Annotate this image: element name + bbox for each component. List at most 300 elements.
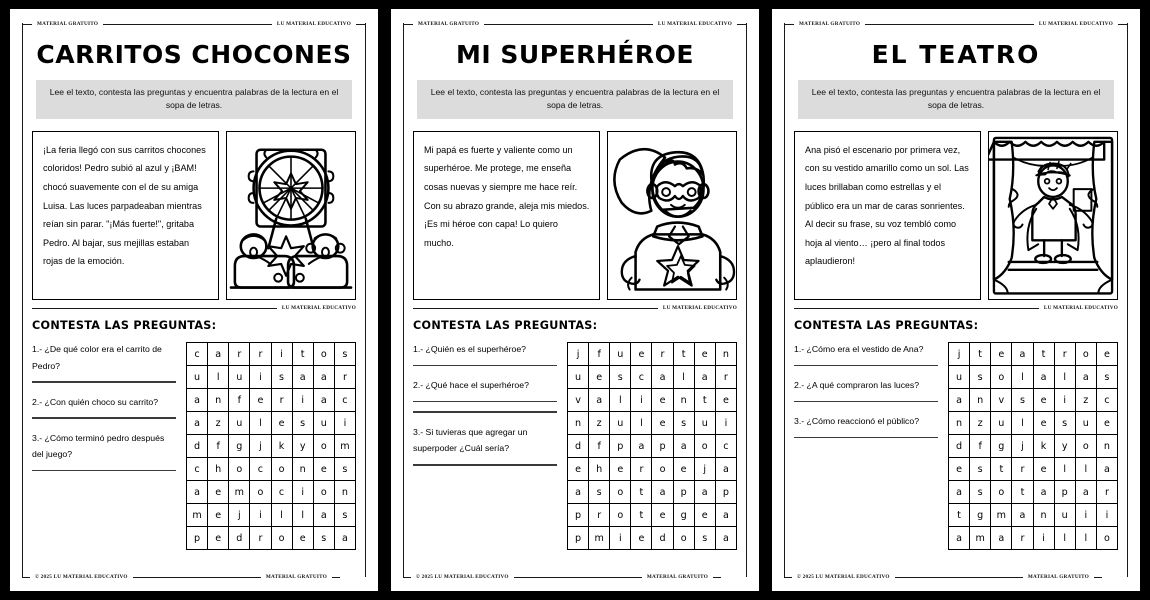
wordsearch-cell[interactable]: o — [250, 481, 271, 504]
wordsearch-cell[interactable]: t — [949, 504, 970, 527]
wordsearch-cell[interactable]: g — [991, 435, 1012, 458]
wordsearch-cell[interactable]: s — [313, 527, 334, 550]
wordsearch-row — [187, 458, 356, 481]
wordsearch-row — [568, 366, 737, 389]
wordsearch-cell[interactable]: k — [1033, 435, 1054, 458]
wordsearch-wrapper — [948, 341, 1118, 567]
header-caption-right: LU MATERIAL EDUCATIVO — [657, 21, 732, 27]
wordsearch-cell[interactable]: a — [715, 504, 736, 527]
wordsearch-cell[interactable]: v — [568, 389, 589, 412]
wordsearch-cell[interactable]: s — [694, 527, 715, 550]
wordsearch-cell[interactable]: e — [1033, 389, 1054, 412]
wordsearch-cell[interactable]: t — [1012, 481, 1033, 504]
wordsearch-cell[interactable]: u — [229, 366, 250, 389]
decorative-rule — [22, 19, 366, 29]
wordsearch-cell[interactable]: g — [970, 504, 991, 527]
wordsearch-cell[interactable]: a — [313, 504, 334, 527]
wordsearch-cell[interactable]: p — [568, 504, 589, 527]
wordsearch-cell[interactable]: s — [334, 343, 355, 366]
wordsearch-cell[interactable]: e — [991, 343, 1012, 366]
questions-list — [32, 341, 178, 567]
wordsearch-cell[interactable]: e — [1033, 412, 1054, 435]
question-text: 2.- ¿A qué compraron las luces? — [794, 380, 920, 391]
wordsearch-row — [568, 389, 737, 412]
wordsearch-cell[interactable]: r — [589, 504, 610, 527]
wordsearch-cell[interactable]: o — [313, 435, 334, 458]
wordsearch-row — [187, 435, 356, 458]
wordsearch-cell[interactable]: s — [673, 412, 694, 435]
wordsearch-cell[interactable]: u — [187, 366, 208, 389]
answer-line[interactable] — [32, 417, 176, 419]
wordsearch-cell[interactable]: c — [187, 458, 208, 481]
wordsearch-cell[interactable]: i — [1033, 527, 1054, 550]
wordsearch-cell[interactable]: a — [187, 389, 208, 412]
questions-list — [794, 341, 940, 567]
wordsearch-cell[interactable]: s — [589, 481, 610, 504]
answer-line[interactable] — [413, 464, 557, 466]
wordsearch-cell[interactable]: t — [991, 458, 1012, 481]
wordsearch-cell[interactable]: i — [1054, 389, 1075, 412]
story-row — [794, 131, 1118, 300]
wordsearch-cell[interactable]: j — [1012, 435, 1033, 458]
wordsearch-cell[interactable]: z — [208, 412, 229, 435]
wordsearch-cell[interactable]: a — [1033, 366, 1054, 389]
wordsearch-cell[interactable]: s — [271, 366, 292, 389]
wordsearch-cell[interactable]: o — [673, 527, 694, 550]
answer-line[interactable] — [413, 411, 557, 413]
wordsearch-cell[interactable]: o — [1075, 435, 1096, 458]
wordsearch-cell[interactable]: o — [313, 343, 334, 366]
wordsearch-cell[interactable]: n — [673, 389, 694, 412]
wordsearch-cell[interactable]: i — [250, 366, 271, 389]
lu-logo — [336, 567, 366, 593]
wordsearch-cell[interactable]: l — [1012, 366, 1033, 389]
wordsearch-cell[interactable]: i — [1075, 504, 1096, 527]
wordsearch-cell[interactable]: u — [610, 412, 631, 435]
wordsearch-cell[interactable]: a — [187, 481, 208, 504]
wordsearch-row — [568, 504, 737, 527]
wordsearch-row — [187, 481, 356, 504]
wordsearch-cell[interactable]: e — [715, 389, 736, 412]
wordsearch-cell[interactable]: d — [949, 435, 970, 458]
story-caption: LU MATERIAL EDUCATIVO — [1043, 305, 1118, 311]
wordsearch-cell[interactable]: t — [292, 343, 313, 366]
wordsearch-cell[interactable]: j — [250, 435, 271, 458]
wordsearch-cell[interactable]: c — [187, 343, 208, 366]
wordsearch-cell[interactable]: e — [208, 481, 229, 504]
wordsearch-cell[interactable]: m — [229, 481, 250, 504]
wordsearch-cell[interactable]: m — [334, 435, 355, 458]
wordsearch-cell[interactable]: t — [673, 343, 694, 366]
wordsearch-cell[interactable]: p — [610, 435, 631, 458]
wordsearch-cell[interactable]: o — [991, 366, 1012, 389]
wordsearch-cell[interactable]: e — [1096, 343, 1117, 366]
wordsearch-cell[interactable]: e — [568, 458, 589, 481]
instructions-banner: Lee el texto, contesta las preguntas y encuentra palabras de la lectura en el sopa de letras. — [798, 80, 1114, 119]
wordsearch-cell[interactable]: i — [715, 412, 736, 435]
wordsearch-cell[interactable]: l — [250, 412, 271, 435]
wordsearch-cell[interactable]: n — [292, 458, 313, 481]
page-body — [403, 31, 747, 567]
wordsearch-cell[interactable]: t — [631, 504, 652, 527]
wordsearch-cell[interactable]: y — [292, 435, 313, 458]
wordsearch-cell[interactable]: r — [715, 366, 736, 389]
page-body — [784, 31, 1128, 567]
header-caption-right: LU MATERIAL EDUCATIVO — [276, 21, 351, 27]
header-caption-right: LU MATERIAL EDUCATIVO — [1038, 21, 1113, 27]
wordsearch-cell[interactable]: r — [1054, 343, 1075, 366]
wordsearch-row — [949, 343, 1118, 366]
wordsearch-row — [568, 412, 737, 435]
wordsearch-cell[interactable]: e — [694, 343, 715, 366]
wordsearch-cell[interactable]: u — [610, 343, 631, 366]
wordsearch-cell[interactable]: e — [208, 527, 229, 550]
wordsearch-cell[interactable]: m — [187, 504, 208, 527]
wordsearch-cell[interactable]: f — [589, 435, 610, 458]
wordsearch-row — [949, 481, 1118, 504]
wordsearch-cell[interactable]: a — [208, 343, 229, 366]
wordsearch-cell[interactable]: d — [187, 435, 208, 458]
answer-line[interactable] — [413, 401, 557, 403]
wordsearch-cell[interactable]: i — [250, 504, 271, 527]
wordsearch-cell[interactable]: c — [250, 458, 271, 481]
wordsearch-cell[interactable]: o — [271, 527, 292, 550]
wordsearch-row — [568, 458, 737, 481]
story-row — [32, 131, 356, 300]
wordsearch-cell[interactable]: a — [334, 527, 355, 550]
wordsearch-cell[interactable]: r — [271, 389, 292, 412]
wordsearch-cell[interactable]: d — [229, 527, 250, 550]
decorative-rule — [403, 571, 747, 583]
wordsearch-cell[interactable]: n — [970, 389, 991, 412]
wordsearch-cell[interactable]: e — [589, 366, 610, 389]
wordsearch-cell[interactable]: s — [970, 458, 991, 481]
wordsearch-cell[interactable]: h — [589, 458, 610, 481]
wordsearch-cell[interactable]: p — [673, 481, 694, 504]
wordsearch-cell[interactable]: e — [271, 412, 292, 435]
wordsearch-cell[interactable]: h — [208, 458, 229, 481]
questions-heading: CONTESTA LAS PREGUNTAS: — [32, 319, 217, 332]
wordsearch-cell[interactable]: a — [949, 527, 970, 550]
wordsearch-row — [568, 343, 737, 366]
wordsearch-cell[interactable]: u — [1054, 504, 1075, 527]
wordsearch-cell[interactable]: p — [1054, 481, 1075, 504]
wordsearch-cell[interactable]: n — [568, 412, 589, 435]
rule-segment — [865, 24, 1034, 25]
wordsearch-row — [187, 527, 356, 550]
story-text-box: ¡La feria llegó con sus carritos chocones coloridos! Pedro subió al azul y ¡BAM! chocó suavemente con el de su amiga Luisa. Las luces parpadeaban mientras reían sin parar. "¡Más fuerte!", gritaba Pedro. Al bajar, sus mejillas estaban rojas de la emoción. — [32, 131, 219, 300]
wordsearch-cell[interactable]: a — [673, 435, 694, 458]
footer-caption-left: © 2025 LU MATERIAL EDUCATIVO — [35, 574, 128, 580]
wordsearch-cell[interactable]: e — [1033, 458, 1054, 481]
header-caption-left: MATERIAL GRATUITO — [799, 21, 861, 27]
page-title: MI SUPERHÉROE — [456, 40, 694, 69]
wordsearch-cell[interactable]: a — [313, 389, 334, 412]
instructions-banner: Lee el texto, contesta las preguntas y encuentra palabras de la lectura en el sopa de letras. — [417, 80, 733, 119]
wordsearch-cell[interactable]: u — [568, 366, 589, 389]
wordsearch-cell[interactable]: a — [652, 366, 673, 389]
wordsearch-cell[interactable]: m — [589, 527, 610, 550]
wordsearch-cell[interactable]: e — [292, 527, 313, 550]
wordsearch-cell[interactable]: s — [1054, 412, 1075, 435]
wordsearch-cell[interactable]: r — [1012, 527, 1033, 550]
ferris-wheel-bumper-cars-illustration — [226, 131, 356, 300]
wordsearch-cell[interactable]: r — [1096, 481, 1117, 504]
answer-line[interactable] — [32, 381, 176, 383]
wordsearch-cell[interactable]: n — [1096, 435, 1117, 458]
wordsearch-cell[interactable]: e — [1096, 412, 1117, 435]
wordsearch-cell[interactable]: s — [970, 366, 991, 389]
story-caption: LU MATERIAL EDUCATIVO — [281, 305, 356, 311]
wordsearch-cell[interactable]: a — [1075, 481, 1096, 504]
wordsearch-cell[interactable]: s — [292, 412, 313, 435]
wordsearch-cell[interactable]: p — [187, 527, 208, 550]
wordsearch-cell[interactable]: l — [631, 412, 652, 435]
story-caption: LU MATERIAL EDUCATIVO — [662, 305, 737, 311]
answer-line[interactable] — [794, 437, 938, 439]
wordsearch-cell[interactable]: o — [1096, 527, 1117, 550]
wordsearch-cell[interactable]: a — [1096, 458, 1117, 481]
wordsearch-cell[interactable]: j — [949, 343, 970, 366]
question-text: 3.- ¿Cómo reaccionó el público? — [794, 416, 920, 427]
wordsearch-cell[interactable]: i — [334, 412, 355, 435]
wordsearch-cell[interactable]: a — [1075, 366, 1096, 389]
rule-segment — [32, 308, 277, 309]
wordsearch-cell[interactable]: o — [652, 458, 673, 481]
wordsearch-cell[interactable]: o — [694, 435, 715, 458]
wordsearch-cell[interactable]: r — [334, 366, 355, 389]
answer-line[interactable] — [413, 365, 557, 367]
wordsearch-cell[interactable]: a — [949, 389, 970, 412]
wordsearch-row — [949, 366, 1118, 389]
answer-line[interactable] — [794, 365, 938, 367]
wordsearch-cell[interactable]: a — [694, 481, 715, 504]
wordsearch-cell[interactable]: o — [991, 481, 1012, 504]
wordsearch-cell[interactable]: o — [313, 481, 334, 504]
wordsearch-cell[interactable]: e — [208, 504, 229, 527]
rule-segment — [403, 24, 413, 25]
wordsearch-cell[interactable]: o — [610, 504, 631, 527]
wordsearch-cell[interactable]: a — [313, 366, 334, 389]
wordsearch-cell[interactable]: l — [1054, 527, 1075, 550]
wordsearch-cell[interactable]: e — [631, 343, 652, 366]
wordsearch-cell[interactable]: u — [313, 412, 334, 435]
wordsearch-row — [187, 504, 356, 527]
wordsearch-cell[interactable]: a — [949, 481, 970, 504]
wordsearch-cell[interactable]: r — [652, 343, 673, 366]
wordsearch-grid — [948, 342, 1118, 550]
wordsearch-cell[interactable]: p — [715, 481, 736, 504]
wordsearch-cell[interactable]: o — [610, 481, 631, 504]
wordsearch-cell[interactable]: c — [715, 435, 736, 458]
wordsearch-cell[interactable]: a — [715, 527, 736, 550]
wordsearch-cell[interactable]: e — [313, 458, 334, 481]
wordsearch-cell[interactable]: t — [1033, 343, 1054, 366]
wordsearch-cell[interactable]: t — [970, 343, 991, 366]
footer-caption-right: MATERIAL GRATUITO — [1027, 574, 1089, 580]
wordsearch-cell[interactable]: p — [568, 527, 589, 550]
wordsearch-cell[interactable]: l — [292, 504, 313, 527]
question-text: 2.- ¿Qué hace el superhéroe? — [413, 380, 529, 391]
wordsearch-cell[interactable]: e — [652, 412, 673, 435]
wordsearch-cell[interactable]: o — [271, 458, 292, 481]
wordsearch-cell[interactable]: s — [334, 458, 355, 481]
page-title: EL TEATRO — [871, 40, 1041, 69]
wordsearch-cell[interactable]: s — [970, 481, 991, 504]
wordsearch-cell[interactable]: n — [208, 389, 229, 412]
wordsearch-cell[interactable]: r — [250, 527, 271, 550]
wordsearch-cell[interactable]: z — [970, 412, 991, 435]
wordsearch-cell[interactable]: e — [250, 389, 271, 412]
rule-segment — [413, 308, 658, 309]
rule-segment — [22, 577, 30, 578]
wordsearch-cell[interactable]: e — [631, 527, 652, 550]
wordsearch-cell[interactable]: n — [334, 481, 355, 504]
wordsearch-cell[interactable]: i — [292, 481, 313, 504]
wordsearch-cell[interactable]: m — [991, 504, 1012, 527]
wordsearch-cell[interactable]: i — [631, 389, 652, 412]
wordsearch-cell[interactable]: e — [673, 458, 694, 481]
wordsearch-cell[interactable]: d — [652, 527, 673, 550]
wordsearch-cell[interactable]: o — [1075, 343, 1096, 366]
wordsearch-cell[interactable]: a — [1012, 343, 1033, 366]
wordsearch-cell[interactable]: f — [970, 435, 991, 458]
wordsearch-cell[interactable]: j — [568, 343, 589, 366]
wordsearch-cell[interactable]: f — [589, 343, 610, 366]
wordsearch-row — [187, 389, 356, 412]
wordsearch-cell[interactable]: e — [610, 458, 631, 481]
wordsearch-cell[interactable]: a — [568, 481, 589, 504]
wordsearch-cell[interactable]: s — [1012, 389, 1033, 412]
wordsearch-cell[interactable]: a — [1012, 504, 1033, 527]
wordsearch-cell[interactable]: i — [1096, 504, 1117, 527]
wordsearch-cell[interactable]: a — [715, 458, 736, 481]
footer-caption-left: © 2025 LU MATERIAL EDUCATIVO — [416, 574, 509, 580]
lu-logo — [1098, 567, 1128, 593]
wordsearch-cell[interactable]: u — [949, 366, 970, 389]
wordsearch-cell[interactable]: i — [271, 343, 292, 366]
rule-segment — [103, 24, 272, 25]
wordsearch-wrapper — [186, 341, 356, 567]
wordsearch-cell[interactable]: r — [631, 458, 652, 481]
wordsearch-cell[interactable]: c — [334, 389, 355, 412]
wordsearch-cell[interactable]: s — [1096, 366, 1117, 389]
wordsearch-cell[interactable]: a — [187, 412, 208, 435]
wordsearch-cell[interactable]: g — [229, 435, 250, 458]
wordsearch-cell[interactable]: u — [1075, 412, 1096, 435]
wordsearch-cell[interactable]: u — [991, 412, 1012, 435]
wordsearch-cell[interactable]: t — [694, 389, 715, 412]
decorative-rule — [784, 571, 1128, 583]
page-title: CARRITOS CHOCONES — [36, 40, 352, 69]
wordsearch-cell[interactable]: u — [694, 412, 715, 435]
wordsearch-cell[interactable]: l — [610, 389, 631, 412]
wordsearch-cell[interactable]: e — [652, 504, 673, 527]
footer-caption-right: MATERIAL GRATUITO — [265, 574, 327, 580]
answer-line[interactable] — [794, 401, 938, 403]
worksheet-page-3 — [772, 9, 1140, 591]
wordsearch-cell[interactable]: l — [1075, 527, 1096, 550]
wordsearch-cell[interactable]: c — [631, 366, 652, 389]
wordsearch-cell[interactable]: d — [568, 435, 589, 458]
wordsearch-cell[interactable]: a — [652, 481, 673, 504]
wordsearch-cell[interactable]: i — [610, 527, 631, 550]
wordsearch-cell[interactable]: l — [1075, 458, 1096, 481]
wordsearch-cell[interactable]: j — [694, 458, 715, 481]
wordsearch-cell[interactable]: z — [589, 412, 610, 435]
wordsearch-cell[interactable]: n — [1033, 504, 1054, 527]
wordsearch-cell[interactable]: l — [1054, 366, 1075, 389]
question-text: 1.- ¿Quién es el superhéroe? — [413, 344, 527, 354]
wordsearch-cell[interactable]: p — [652, 435, 673, 458]
wordsearch-cell[interactable]: i — [292, 389, 313, 412]
rule-segment — [794, 308, 1039, 309]
wordsearch-cell[interactable]: m — [970, 527, 991, 550]
question-text: 3.- Si tuvieras que agregar un superpoder ¿Cuál sería? — [413, 426, 528, 454]
wordsearch-cell[interactable]: f — [208, 435, 229, 458]
wordsearch-cell[interactable]: l — [1012, 412, 1033, 435]
decorative-rule — [403, 19, 747, 29]
wordsearch-cell[interactable]: k — [271, 435, 292, 458]
question-text: 1.- ¿De qué color era el carrito de Pedro? — [32, 344, 162, 371]
wordsearch-cell[interactable]: y — [1054, 435, 1075, 458]
wordsearch-cell[interactable]: a — [292, 366, 313, 389]
wordsearch-cell[interactable]: c — [271, 481, 292, 504]
wordsearch-row — [568, 527, 737, 550]
answer-line[interactable] — [32, 470, 176, 472]
wordsearch-cell[interactable]: r — [229, 343, 250, 366]
wordsearch-cell[interactable]: u — [229, 412, 250, 435]
wordsearch-cell[interactable]: t — [631, 481, 652, 504]
instructions-banner: Lee el texto, contesta las preguntas y encuentra palabras de la lectura en el sopa de letras. — [36, 80, 352, 119]
story-caption-rule — [794, 305, 1118, 311]
wordsearch-cell[interactable]: l — [271, 504, 292, 527]
question-text: 3.- ¿Cómo terminó pedro después del juego? — [32, 432, 165, 460]
footer-caption-left: © 2025 LU MATERIAL EDUCATIVO — [797, 574, 890, 580]
wordsearch-cell[interactable]: c — [1096, 389, 1117, 412]
wordsearch-cell[interactable]: a — [1033, 481, 1054, 504]
wordsearch-cell[interactable]: l — [1054, 458, 1075, 481]
wordsearch-cell[interactable]: e — [949, 458, 970, 481]
worksheet-page-2 — [391, 9, 759, 591]
wordsearch-cell[interactable]: f — [229, 389, 250, 412]
wordsearch-cell[interactable]: l — [673, 366, 694, 389]
rule-segment — [403, 577, 411, 578]
wordsearch-cell[interactable]: v — [991, 389, 1012, 412]
wordsearch-row — [949, 527, 1118, 550]
rule-segment — [895, 577, 1023, 578]
wordsearch-cell[interactable]: j — [229, 504, 250, 527]
wordsearch-cell[interactable]: a — [694, 366, 715, 389]
wordsearch-grid — [186, 342, 356, 550]
wordsearch-cell[interactable]: s — [610, 366, 631, 389]
wordsearch-cell[interactable]: r — [1012, 458, 1033, 481]
wordsearch-cell[interactable]: n — [949, 412, 970, 435]
wordsearch-cell[interactable]: e — [694, 504, 715, 527]
wordsearch-cell[interactable]: r — [250, 343, 271, 366]
wordsearch-cell[interactable]: e — [652, 389, 673, 412]
wordsearch-cell[interactable]: a — [991, 527, 1012, 550]
wordsearch-cell[interactable]: s — [334, 504, 355, 527]
wordsearch-cell[interactable]: a — [589, 389, 610, 412]
wordsearch-cell[interactable]: n — [715, 343, 736, 366]
page-body — [22, 31, 366, 567]
wordsearch-cell[interactable]: l — [208, 366, 229, 389]
wordsearch-cell[interactable]: g — [673, 504, 694, 527]
wordsearch-cell[interactable]: o — [229, 458, 250, 481]
wordsearch-cell[interactable]: z — [1075, 389, 1096, 412]
wordsearch-cell[interactable]: a — [631, 435, 652, 458]
